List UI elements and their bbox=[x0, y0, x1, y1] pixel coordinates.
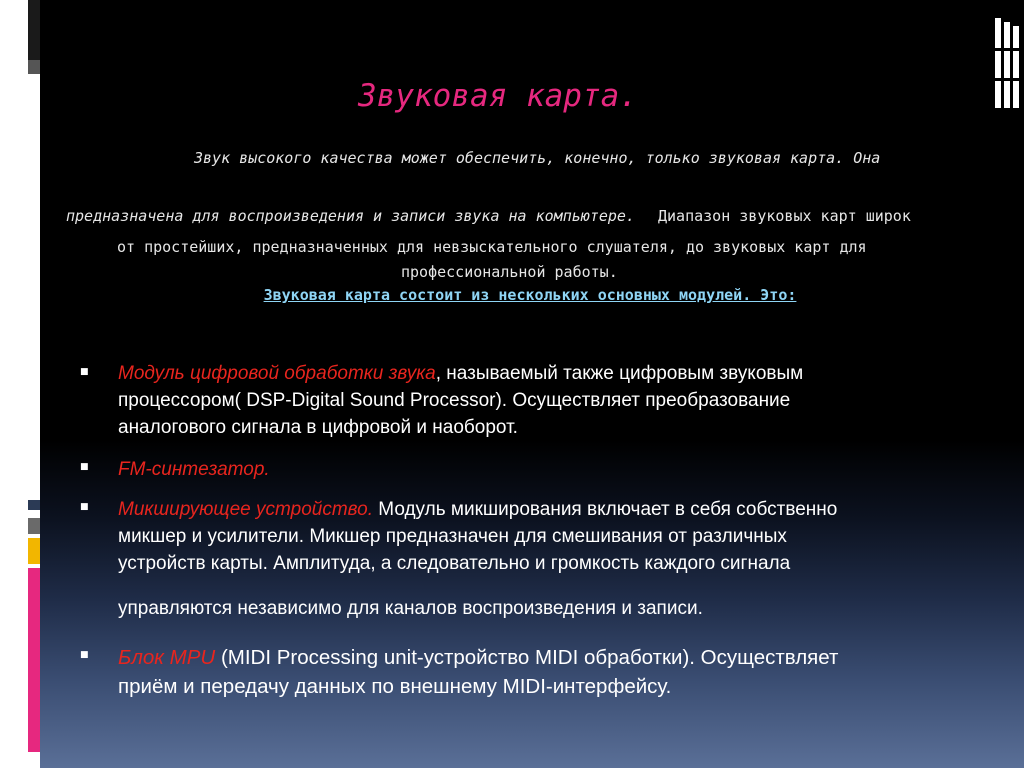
item-text: (MIDI Processing unit-устройство MIDI обработки). Осуществляет bbox=[215, 646, 839, 669]
list-item bbox=[118, 456, 948, 483]
item-text: приём и передачу данных по внешнему MIDI-интерфейсу. bbox=[118, 675, 672, 698]
accent-bar-navy bbox=[28, 500, 40, 510]
item-text: Модуль микширования включает в себя собственно bbox=[373, 499, 838, 520]
item-text: управляются независимо для каналов воспроизведения и записи. bbox=[118, 598, 703, 619]
item-term: FM-синтезатор. bbox=[118, 459, 270, 480]
intro-line-3: от простейших, предназначенных для невзыскательного слушателя, до звуковых карт для bbox=[117, 238, 867, 256]
grid-decoration-icon bbox=[995, 18, 1023, 114]
subheading: Звуковая карта состоит из нескольких основных модулей. Это: bbox=[263, 286, 797, 304]
accent-bar-dark-top bbox=[28, 0, 40, 60]
accent-bar-pink bbox=[28, 568, 40, 752]
intro-line-4: профессиональной работы. bbox=[401, 263, 618, 281]
item-text: , называемый также цифровым звуковым bbox=[435, 363, 804, 384]
item-text: аналогового сигнала в цифровой и наоборот. bbox=[118, 417, 518, 438]
intro-line-2-rest: Диапазон звуковых карт широк bbox=[657, 207, 911, 225]
bullet-icon: ■ bbox=[80, 367, 89, 377]
bullet-icon: ■ bbox=[80, 462, 89, 472]
item-text: микшер и усилители. Микшер предназначен для смешивания от различных bbox=[118, 526, 787, 547]
intro-line-2 bbox=[66, 207, 911, 225]
item-text: процессором( DSP-Digital Sound Processor). Осуществляет преобразование bbox=[118, 390, 791, 411]
accent-bar-gray bbox=[28, 518, 40, 534]
bullet-icon: ■ bbox=[80, 650, 89, 660]
list-item bbox=[118, 643, 948, 701]
item-text: устройств карты. Амплитуда, а следовательно и громкость каждого сигнала bbox=[118, 553, 791, 574]
left-accent-strip bbox=[0, 0, 40, 768]
list-item bbox=[118, 496, 948, 622]
list-item bbox=[118, 360, 948, 441]
bullet-icon: ■ bbox=[80, 502, 89, 512]
item-term: Блок MPU bbox=[118, 646, 216, 669]
accent-bar-yellow bbox=[28, 538, 40, 564]
accent-bar-dark-top-2 bbox=[28, 60, 40, 74]
slide-title: Звуковая карта. bbox=[358, 78, 638, 114]
intro-line-1: Звук высокого качества может обеспечить, конечно, только звуковая карта. Она bbox=[194, 149, 881, 167]
item-term: Модуль цифровой обработки звука bbox=[118, 363, 436, 384]
intro-line-2-italic: предназначена для воспроизведения и записи звука на компьютере. bbox=[66, 207, 635, 225]
item-term: Микширующее устройство. bbox=[118, 499, 373, 520]
